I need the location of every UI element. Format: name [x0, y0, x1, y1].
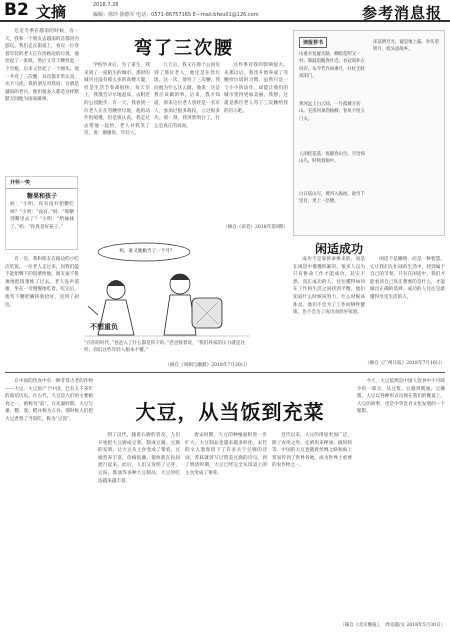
editor-contact: 编辑：徐玲 徐德军 电话：0571-86757165 E—mail:bfwu01@126.com: [93, 12, 259, 18]
poem-col4: 白日依山尽，黄河入海流。欲穷千里目，更上一层楼。: [299, 192, 365, 205]
poem-col1: 山重水复疑无路，柳暗花明又一村。箫鼓追随春社近，衣冠简朴古风存。从今若许闲乘月，拄杖无时夜叩门。: [299, 52, 365, 80]
poem-tag: 读报荐书: [299, 37, 327, 48]
poem-col2: 黄河远上白云间，一片孤城万仞山。羌笛何须怨杨柳，春风不度玉门关。: [299, 102, 365, 122]
leisure-byline: （摘自《广州日报》2018年7月16日）: [364, 361, 445, 366]
leisure-col2: 闲适不是懒惰，而是一种智慧。它让我们在忙碌的生活中，找到属于自己的节奏。只有在闲适中，我们才能看清自己真正想要的是什么，才能做出正确的选择。成功的人往往是最懂得享受生活的人。: [370, 257, 445, 300]
leisure-col1: 成功不是靠拼命换来的，而是在闲适中慢慢积累的。很多人以为只有拼命工作才能成功，其实不然。真正成功的人，往往懂得如何在工作和生活之间找到平衡。他们知道什么时候该努力，什么时候该休息。他们不会为了工作而牺牲健康，也不会为了成功而放弃家庭。: [293, 257, 365, 316]
article1-col2: 学校毕业后，为了谋生，我来到了一座陌生的城市。那时的城市还没有那么多的高楼大厦，但是生活节奏却很快。每天早上，我都会早早地起床，去附近的公园跑步。有一天，我看到一位老人正在弯腰捡垃圾，他的动作很缓慢，但是很认真。我走过去帮他一起捡，老人对我笑了笑，说：谢谢你，年轻人。: [84, 63, 150, 137]
article2-col3: 唐宋时期，大豆的种植面积进一步扩大，大豆制品也越来越多样化。宋代的文人墨客留下了许多关于豆腐的诗词，苏轼就曾写过赞美豆腐的诗句。到了明清时期，大豆已经完全从饭桌上的主食变成了菜肴。: [185, 433, 267, 476]
article1-col3: 几天后，我又在那个公园见到了那位老人，他还是在捡垃圾。这一次，他弯了三次腰，我问他为什么这么做，他说：这是我应该做的事。后来，我才知道，原来这位老人曾经是一名军人，参加过很多战役，立过很多功。那一刻，我突然明白了，什么是真正的高尚。: [154, 63, 220, 129]
article1-byline: （摘自《读者》2018年第9期）: [222, 225, 288, 230]
article2-col4: 近代以来，大豆的用途更加广泛，除了食用之外，还被用来榨油、做饲料等。中国的大豆也随着丝绸之路和海上贸易传到了世界各地，成为世界上重要的农作物之一。: [272, 433, 352, 469]
article1-col4: 这件事对我的影响很大。从那以后，我也开始养成了弯腰捡垃圾的习惯。虽然只是一个小小的动作，却能让我们的城市变得更加美丽。我想，这就是那位老人弯了三次腰给我的启示吧。: [224, 63, 288, 114]
joke-text: 妈：“小明，你有没有把糖吃掉？”小明：“没有。”妈：“那糖到哪里去了？”小明：“给妹妹了。”妈：“你真是好孩子。”: [10, 202, 74, 230]
joke-tag: 开怀一笑: [6, 177, 77, 189]
article2-byline: （摘自《北京晚报》， 周克越/文 2018年5月30日）: [340, 623, 446, 628]
article2-title: 大豆，从当饭到充菜: [135, 400, 325, 424]
section-divider: [5, 372, 445, 373]
cartoon-speech: 妈，谁又偷偷当了一个月？: [119, 249, 175, 254]
issue-date: 2018.7.28: [93, 2, 119, 8]
article2-col5: 今天，大豆依然是中国人饮食中不可缺少的一部分。从豆浆、豆腐到酱油、豆瓣酱，大豆以各种形式出现在我们的餐桌上。大豆的故事，也是中华饮食文化发展的一个缩影。: [357, 379, 445, 415]
joke-box: [5, 176, 78, 250]
masthead-logo: 参考消息报: [361, 4, 442, 22]
article1-col1: 还是冬季在越南的时候，有一天，我和一个朋友去越南的首都河内游玩。我们走在街道上，看见一位穿着军装的老人正在捡路边的垃圾，他捡起了一张纸，然后又弯下腰捡起一个空瓶，后来又捡起了一个烟头。他一共弯了三次腰，每次都非常认真，从不马虎。我的朋友对我说：这就是越南的老兵，他们很多人都是这样默默无闻地为国家做事。: [5, 29, 79, 103]
cartoon-panel: [84, 240, 250, 362]
cartoon-label: 不想重负: [90, 323, 118, 331]
section-code: B2: [4, 0, 29, 20]
poem-col3: 人闲桂花落，夜静春山空。月出惊山鸟，时鸣春涧中。: [299, 152, 365, 165]
section-name: 文摘: [36, 3, 67, 21]
article2-col1: 在中国的饮食中有一种非常古老的作物——大豆。大豆原产于中国，已有五千多年的栽培历史。在古代，大豆是人们的主要粮食之一，被称为“菽”。在先秦时期，大豆与黍、稷、麦、稻并称为五谷。那时候人们把大豆煮熟了当饭吃，称为“豆饭”。: [5, 379, 93, 422]
joke-title: 糖果和孩子: [26, 193, 57, 200]
leisure-title: 闲适成功: [315, 242, 364, 256]
article2-col2: 到了汉代，随着石磨的普及，人们开始把大豆磨成豆浆，制成豆腐。豆腐的发明，让大豆从主食变成了菜肴。豆腐营养丰富，价格低廉，很快就在民间流行起来。此后，人们又发明了豆芽、豆豉、酱油等多种大豆制品，大豆的吃法越来越丰富。: [98, 433, 180, 484]
page-header: [0, 0, 450, 22]
left-column-text: 有一次，我和朋友在路边的小吃店吃饭。一位老人走过来，问我们能不能把剩下的饭菜给他。朋友毫不犹豫地把饭菜推了过去。老人连声道谢，坐在一旁慢慢地吃着。吃完后，他弯下腰把碗筷收拾好，送到了厨房。: [5, 257, 79, 308]
article1-title: 弯了三次腰: [134, 38, 234, 59]
cartoon-credit: （摘自《讽刺与幽默》2018年7月20日）: [165, 363, 250, 368]
cartoon-caption: “在你的时代，”爸爸入了什么都是你干的。”老爸接着说，“我们养家的压力就是这样，你们这些年轻人根本不懂。”: [84, 341, 245, 353]
poem-box: [293, 30, 445, 236]
poem-col5: 床前明月光，疑是地上霜。举头望明月，低头思故乡。: [373, 40, 439, 53]
